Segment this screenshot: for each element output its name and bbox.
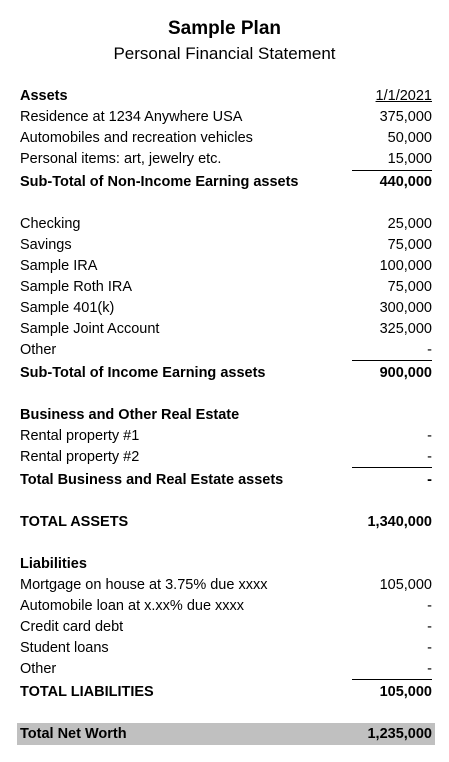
liability-label: Automobile loan at x.xx% due xxxx bbox=[20, 598, 245, 614]
asset-label: Sample Roth IRA bbox=[20, 279, 133, 295]
subtotal-rule bbox=[352, 679, 432, 680]
business-row bbox=[20, 447, 432, 468]
liability-value: - bbox=[427, 661, 432, 677]
business-total-value: - bbox=[427, 472, 432, 488]
business-label: Rental property #2 bbox=[20, 449, 140, 465]
subtotal-label: Sub-Total of Income Earning assets bbox=[20, 365, 266, 381]
asset-label: Savings bbox=[20, 237, 72, 253]
asset-value: 75,000 bbox=[387, 237, 432, 253]
asset-label: Checking bbox=[20, 216, 81, 232]
business-total-label: Total Business and Real Estate assets bbox=[20, 472, 284, 488]
liability-row bbox=[20, 596, 432, 617]
subtotal-label: Sub-Total of Non-Income Earning assets bbox=[20, 174, 299, 190]
asset-label: Personal items: art, jewelry etc. bbox=[20, 151, 222, 167]
income-asset-row bbox=[20, 214, 432, 235]
liability-label: Credit card debt bbox=[20, 619, 124, 635]
net-worth-label: Total Net Worth bbox=[20, 726, 127, 742]
statement-title: Sample Plan bbox=[168, 18, 281, 39]
asset-label: Sample IRA bbox=[20, 258, 98, 274]
income-subtotal-row bbox=[20, 363, 432, 384]
liability-row bbox=[20, 638, 432, 659]
total-assets-value: 1,340,000 bbox=[367, 514, 432, 530]
asset-value: - bbox=[427, 342, 432, 358]
subtotal-rule bbox=[352, 467, 432, 468]
subtotal-value: 440,000 bbox=[379, 174, 432, 190]
liability-row bbox=[20, 575, 432, 596]
asset-row bbox=[20, 149, 432, 170]
subtotal-rule bbox=[352, 360, 432, 361]
asset-value: 25,000 bbox=[387, 216, 432, 232]
total-liabilities-value: 105,000 bbox=[379, 684, 432, 700]
business-value: - bbox=[427, 428, 432, 444]
business-total-row bbox=[20, 470, 432, 491]
liability-label: Mortgage on house at 3.75% due xxxx bbox=[20, 577, 268, 593]
liability-row bbox=[20, 659, 432, 680]
liabilities-heading-row bbox=[20, 554, 432, 575]
total-assets-label: TOTAL ASSETS bbox=[20, 514, 129, 530]
liability-value: - bbox=[427, 619, 432, 635]
asset-label: Automobiles and recreation vehicles bbox=[20, 130, 253, 146]
asset-value: 325,000 bbox=[379, 321, 432, 337]
total-liabilities-label: TOTAL LIABILITIES bbox=[20, 684, 154, 700]
liabilities-heading: Liabilities bbox=[20, 556, 87, 572]
asset-value: 100,000 bbox=[379, 258, 432, 274]
asset-row bbox=[20, 128, 432, 149]
total-assets-row bbox=[20, 512, 432, 533]
subtotal-rule bbox=[352, 170, 432, 171]
business-heading: Business and Other Real Estate bbox=[20, 407, 240, 423]
income-asset-row bbox=[20, 235, 432, 256]
liability-row bbox=[20, 617, 432, 638]
statement-date: 1/1/2021 bbox=[375, 88, 432, 104]
income-asset-row bbox=[20, 298, 432, 319]
assets-heading-row bbox=[20, 86, 432, 107]
asset-value: 75,000 bbox=[387, 279, 432, 295]
asset-label: Sample Joint Account bbox=[20, 321, 160, 337]
assets-heading: Assets bbox=[20, 88, 68, 104]
subtotal-value: 900,000 bbox=[379, 365, 432, 381]
net-worth-value: 1,235,000 bbox=[367, 726, 432, 742]
non-income-subtotal-row bbox=[20, 172, 432, 193]
net-worth-row bbox=[20, 724, 432, 745]
total-liabilities-row bbox=[20, 682, 432, 703]
business-label: Rental property #1 bbox=[20, 428, 140, 444]
liability-value: 105,000 bbox=[379, 577, 432, 593]
asset-label: Other bbox=[20, 342, 57, 358]
statement-subtitle: Personal Financial Statement bbox=[113, 44, 336, 63]
liability-label: Other bbox=[20, 661, 57, 677]
liability-label: Student loans bbox=[20, 640, 109, 656]
asset-row bbox=[20, 107, 432, 128]
income-asset-row bbox=[20, 340, 432, 361]
business-row bbox=[20, 426, 432, 447]
asset-value: 15,000 bbox=[387, 151, 432, 167]
income-asset-row bbox=[20, 277, 432, 298]
liability-value: - bbox=[427, 598, 432, 614]
business-heading-row bbox=[20, 405, 432, 426]
asset-value: 375,000 bbox=[379, 109, 432, 125]
income-asset-row bbox=[20, 319, 432, 340]
asset-value: 300,000 bbox=[379, 300, 432, 316]
asset-value: 50,000 bbox=[387, 130, 432, 146]
income-asset-row bbox=[20, 256, 432, 277]
business-value: - bbox=[427, 449, 432, 465]
asset-label: Residence at 1234 Anywhere USA bbox=[20, 109, 243, 125]
liability-value: - bbox=[427, 640, 432, 656]
asset-label: Sample 401(k) bbox=[20, 300, 115, 316]
